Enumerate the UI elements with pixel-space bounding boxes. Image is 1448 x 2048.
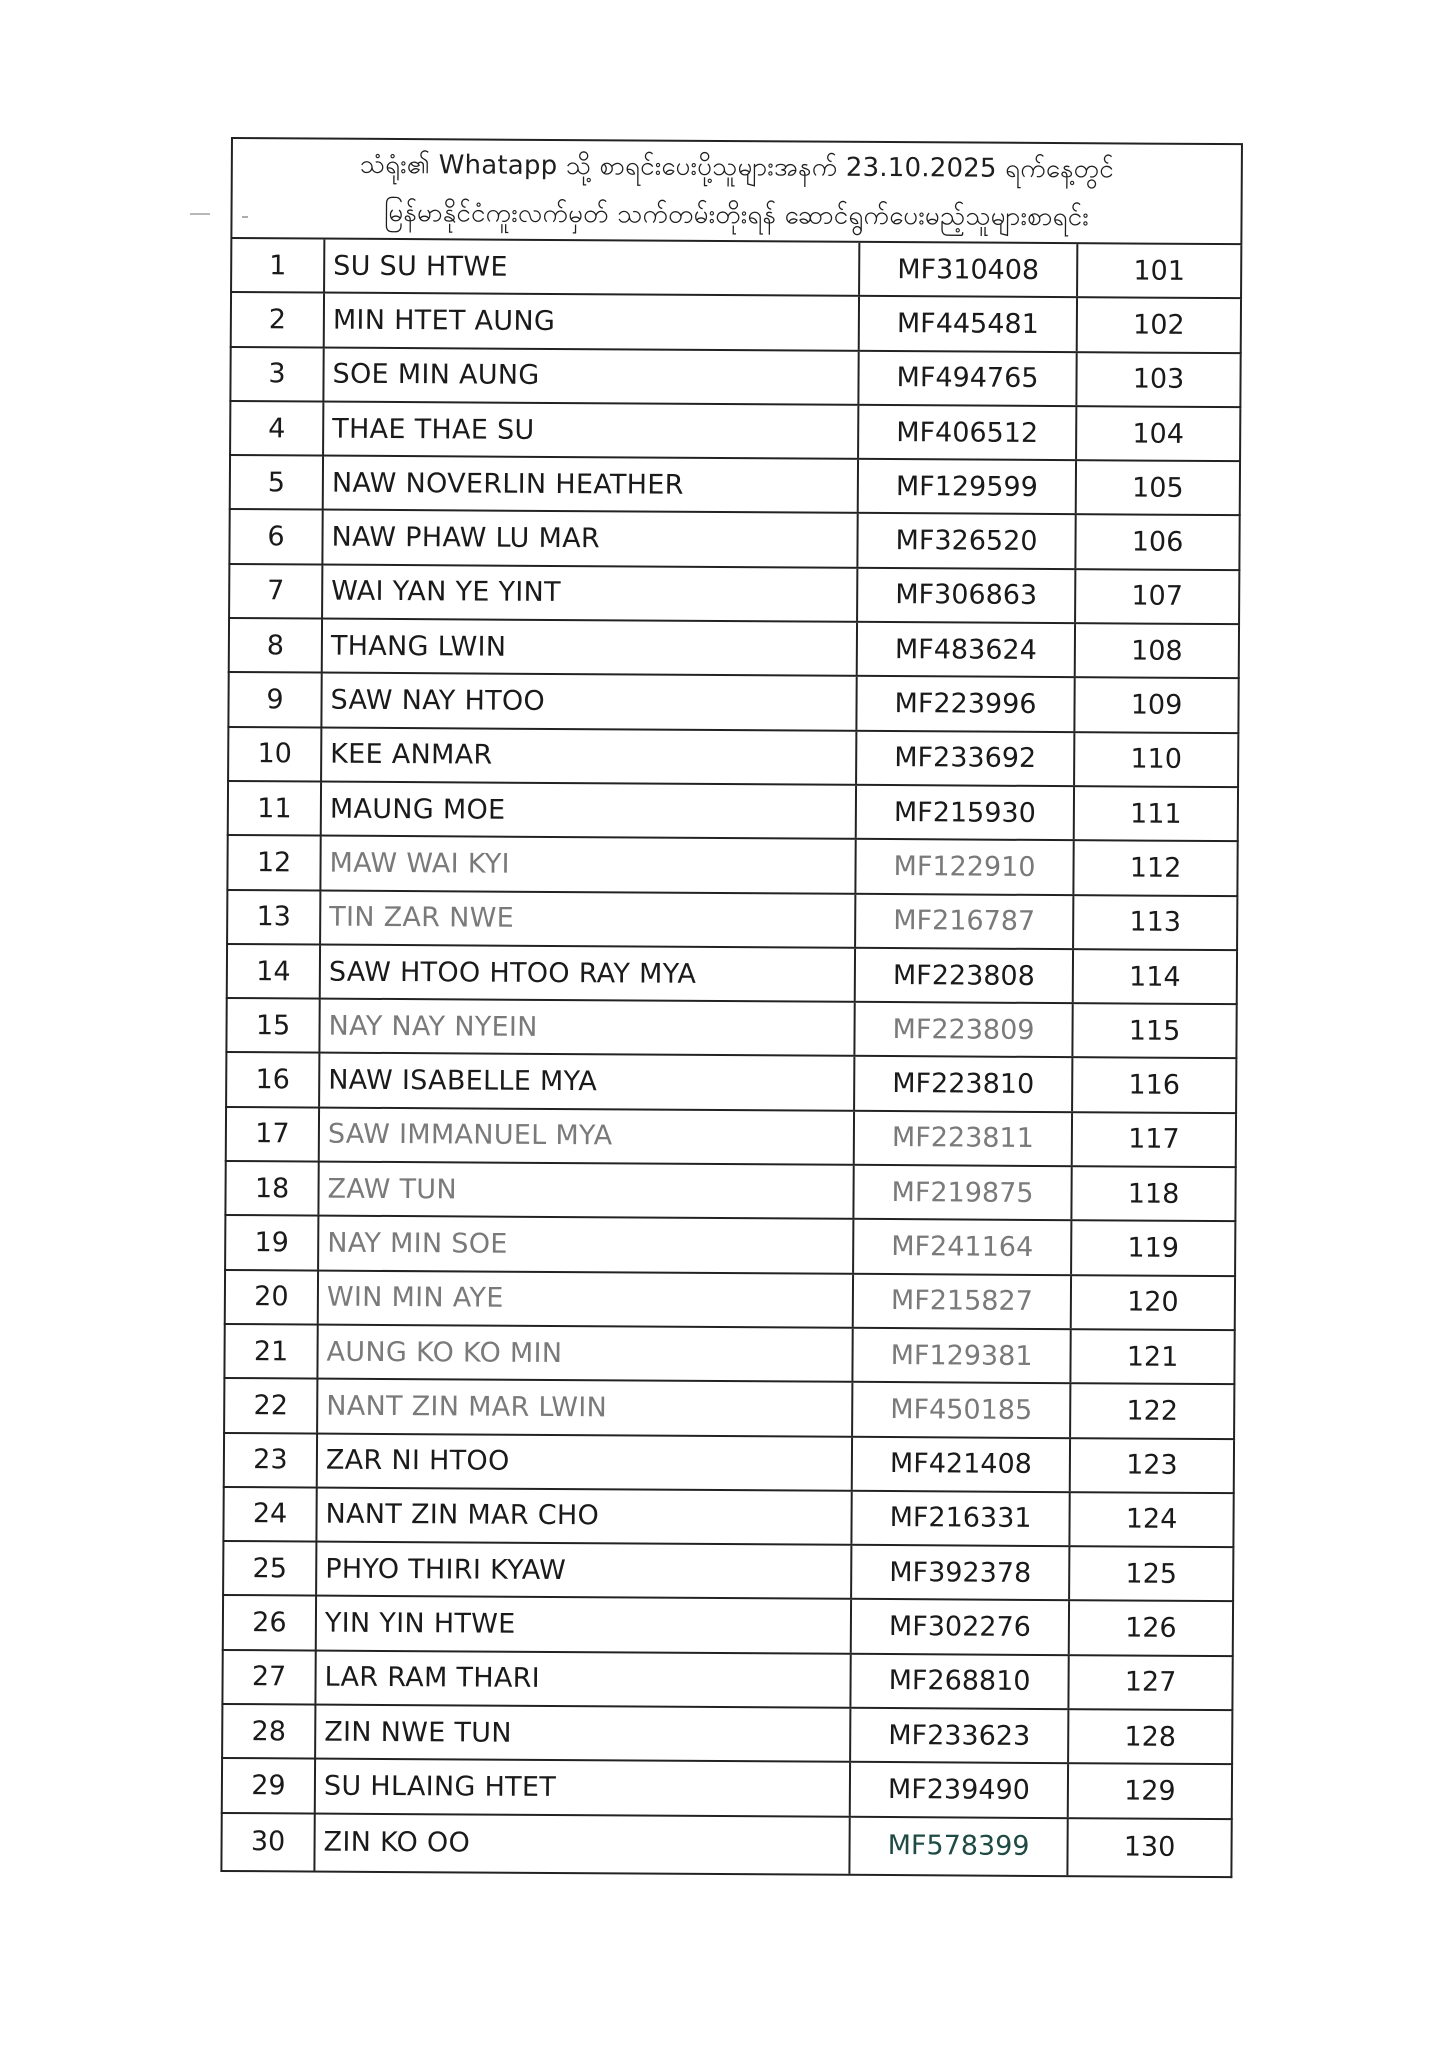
queue-number: 105 bbox=[1131, 472, 1184, 504]
row-number: 28 bbox=[223, 1705, 316, 1758]
row-number: 6 bbox=[230, 510, 323, 563]
passport-number: MF445481 bbox=[860, 297, 1078, 351]
row-number: 14 bbox=[228, 945, 321, 998]
table-row bbox=[229, 402, 1241, 462]
queue-number: 116 bbox=[1128, 1069, 1181, 1101]
passport-number: MF223809 bbox=[855, 1003, 1073, 1057]
table-row bbox=[225, 1108, 1237, 1168]
person-name: KEE ANMAR bbox=[322, 728, 857, 784]
row-number: 29 bbox=[223, 1759, 316, 1812]
person-name: SU SU HTWE bbox=[325, 240, 860, 296]
person-name: WIN MIN AYE bbox=[319, 1271, 854, 1327]
queue-number: 122 bbox=[1126, 1395, 1179, 1427]
row-number: 19 bbox=[226, 1216, 319, 1269]
person-name: ZIN KO OO bbox=[315, 1814, 850, 1873]
passport-number: MF310408 bbox=[860, 243, 1078, 297]
row-number: 23 bbox=[225, 1434, 318, 1487]
passport-number: MF241164 bbox=[854, 1220, 1072, 1274]
person-name: AUNG KO KO MIN bbox=[318, 1325, 853, 1381]
row-number: 4 bbox=[231, 402, 324, 455]
table-row bbox=[221, 1759, 1233, 1819]
passport-number: MF129381 bbox=[853, 1329, 1071, 1383]
table-row bbox=[229, 348, 1241, 408]
table-row bbox=[224, 1162, 1236, 1222]
queue-number: 127 bbox=[1124, 1666, 1177, 1699]
table-row bbox=[226, 891, 1238, 951]
table-row bbox=[226, 836, 1238, 896]
queue-number: 124 bbox=[1125, 1503, 1178, 1536]
row-number: 27 bbox=[223, 1651, 316, 1704]
table-row bbox=[228, 565, 1240, 625]
person-name: SAW NAY HTOO bbox=[322, 674, 857, 730]
table-row bbox=[228, 510, 1240, 570]
person-name: ZAR NI HTOO bbox=[318, 1434, 853, 1490]
queue-number: 128 bbox=[1124, 1721, 1177, 1753]
header-title-line-1: သံရုံး၏ Whatapp သို့ စာရင်းပေးပို့သူများအနက် 23.10.2025 ရက်နေ့တွင် bbox=[359, 149, 1114, 185]
row-number: 21 bbox=[225, 1325, 318, 1378]
table-row bbox=[228, 619, 1240, 679]
row-number: 1 bbox=[232, 239, 325, 292]
person-name: SAW IMMANUEL MYA bbox=[320, 1108, 855, 1164]
person-name: THAE THAE SU bbox=[324, 402, 859, 458]
queue-number: 101 bbox=[1133, 255, 1186, 287]
queue-number: 123 bbox=[1126, 1449, 1178, 1481]
row-number: 25 bbox=[224, 1542, 317, 1595]
person-name: SU HLAING HTET bbox=[316, 1760, 851, 1816]
row-number: 15 bbox=[227, 999, 320, 1052]
table-row bbox=[229, 456, 1241, 516]
queue-number: 109 bbox=[1130, 689, 1183, 721]
queue-number: 108 bbox=[1131, 635, 1183, 667]
queue-number: 110 bbox=[1130, 743, 1183, 776]
passport-number: MF483624 bbox=[858, 623, 1076, 677]
row-number: 30 bbox=[222, 1814, 315, 1871]
row-number: 3 bbox=[231, 348, 324, 401]
row-number: 20 bbox=[226, 1271, 319, 1324]
person-name: YIN YIN HTWE bbox=[317, 1597, 852, 1653]
passport-number: MF216331 bbox=[852, 1492, 1070, 1546]
queue-number: 102 bbox=[1132, 309, 1185, 341]
queue-number: 115 bbox=[1128, 1015, 1181, 1047]
table-row bbox=[226, 945, 1238, 1005]
row-number: 16 bbox=[227, 1053, 320, 1106]
passport-number: MF223808 bbox=[856, 949, 1074, 1003]
passport-renewal-table bbox=[220, 137, 1243, 1878]
person-name: NAY MIN SOE bbox=[319, 1217, 854, 1273]
queue-number: 104 bbox=[1132, 418, 1185, 450]
passport-number: MF421408 bbox=[853, 1437, 1071, 1491]
queue-number: 112 bbox=[1129, 852, 1182, 884]
table-row bbox=[230, 239, 1242, 299]
table-row bbox=[230, 293, 1242, 353]
passport-number: MF219875 bbox=[854, 1166, 1072, 1220]
passport-number: MF450185 bbox=[853, 1383, 1071, 1437]
row-number: 22 bbox=[225, 1379, 318, 1432]
person-name: SOE MIN AUNG bbox=[324, 348, 859, 404]
queue-number: 120 bbox=[1127, 1286, 1179, 1319]
row-number: 7 bbox=[230, 565, 323, 618]
queue-number: 130 bbox=[1123, 1831, 1176, 1863]
passport-number: MF216787 bbox=[856, 894, 1074, 948]
row-number: 24 bbox=[224, 1488, 317, 1541]
passport-number: MF223811 bbox=[855, 1112, 1073, 1166]
queue-number: 117 bbox=[1128, 1123, 1180, 1156]
person-name: ZAW TUN bbox=[319, 1163, 854, 1219]
table-row bbox=[227, 728, 1239, 788]
row-number: 5 bbox=[231, 456, 324, 509]
table-row bbox=[222, 1542, 1234, 1602]
queue-number: 126 bbox=[1125, 1612, 1177, 1644]
row-number: 9 bbox=[229, 673, 322, 726]
table-row bbox=[223, 1379, 1235, 1439]
row-number: 8 bbox=[230, 619, 323, 672]
queue-number: 119 bbox=[1127, 1232, 1180, 1264]
person-name: MAW WAI KYI bbox=[321, 837, 856, 893]
passport-number: MF326520 bbox=[858, 514, 1076, 568]
passport-number: MF268810 bbox=[851, 1655, 1069, 1709]
row-number: 13 bbox=[228, 891, 321, 944]
person-name: PHYO THIRI KYAW bbox=[317, 1543, 852, 1599]
passport-number: MF215930 bbox=[857, 786, 1075, 840]
passport-number: MF223996 bbox=[857, 677, 1075, 731]
queue-number: 129 bbox=[1124, 1775, 1176, 1807]
table-row bbox=[225, 999, 1237, 1059]
passport-number: MF122910 bbox=[856, 840, 1074, 894]
passport-number: MF233623 bbox=[851, 1709, 1069, 1763]
passport-number: MF215827 bbox=[854, 1274, 1072, 1328]
header-title-line-2: မြန်မာနိုင်ငံကူးလက်မှတ် သက်တမ်းတိုးရန် ဆောင်ရွက်ပေးမည့်သူများစာရင်း bbox=[383, 197, 1090, 233]
passport-number: MF494765 bbox=[859, 351, 1077, 405]
queue-number: 125 bbox=[1125, 1558, 1178, 1590]
table-row bbox=[223, 1434, 1235, 1494]
passport-number: MF406512 bbox=[859, 406, 1077, 460]
passport-number: MF129599 bbox=[859, 460, 1077, 514]
queue-number: 114 bbox=[1129, 961, 1181, 993]
passport-number: MF223810 bbox=[855, 1057, 1073, 1111]
passport-number: MF239490 bbox=[851, 1763, 1069, 1817]
table-row bbox=[222, 1596, 1234, 1656]
person-name: MIN HTET AUNG bbox=[325, 294, 860, 350]
passport-number: MF233692 bbox=[857, 732, 1075, 786]
table-row bbox=[227, 673, 1239, 733]
table-header bbox=[230, 137, 1243, 245]
table-row bbox=[223, 1325, 1235, 1385]
passport-number: MF392378 bbox=[852, 1546, 1070, 1600]
person-name: NAW NOVERLIN HEATHER bbox=[324, 457, 859, 513]
person-name: NANT ZIN MAR LWIN bbox=[318, 1380, 853, 1436]
passport-number: MF578399 bbox=[850, 1817, 1068, 1874]
row-number: 10 bbox=[229, 728, 322, 781]
row-number: 12 bbox=[228, 836, 321, 889]
queue-number: 107 bbox=[1131, 580, 1184, 613]
person-name: MAUNG MOE bbox=[322, 783, 857, 839]
person-name: NAW PHAW LU MAR bbox=[323, 511, 858, 567]
table-row bbox=[220, 1814, 1232, 1878]
row-number: 17 bbox=[227, 1108, 320, 1161]
passport-number: MF302276 bbox=[852, 1600, 1070, 1654]
row-number: 26 bbox=[224, 1596, 317, 1649]
person-name: THANG LWIN bbox=[323, 620, 858, 676]
row-number: 11 bbox=[229, 782, 322, 835]
table-row bbox=[221, 1651, 1233, 1711]
person-name: NANT ZIN MAR CHO bbox=[317, 1488, 852, 1544]
person-name: NAY NAY NYEIN bbox=[320, 1000, 855, 1056]
queue-number: 103 bbox=[1132, 363, 1185, 396]
queue-number: 121 bbox=[1126, 1341, 1179, 1373]
person-name: WAI YAN YE YINT bbox=[323, 565, 858, 621]
table-row bbox=[225, 1053, 1237, 1113]
table-row bbox=[227, 782, 1239, 842]
person-name: LAR RAM THARI bbox=[316, 1651, 851, 1707]
table-row bbox=[224, 1271, 1236, 1331]
row-number: 2 bbox=[232, 293, 325, 346]
queue-number: 111 bbox=[1130, 798, 1182, 830]
scan-artifact-mark bbox=[190, 213, 210, 215]
passport-number: MF306863 bbox=[858, 569, 1076, 623]
table-body bbox=[220, 239, 1242, 1878]
queue-number: 106 bbox=[1131, 526, 1184, 558]
person-name: TIN ZAR NWE bbox=[321, 891, 856, 947]
queue-number: 118 bbox=[1127, 1178, 1180, 1210]
person-name: SAW HTOO HTOO RAY MYA bbox=[321, 945, 856, 1001]
person-name: NAW ISABELLE MYA bbox=[320, 1054, 855, 1110]
row-number: 18 bbox=[226, 1162, 319, 1215]
table-row bbox=[222, 1488, 1234, 1548]
table-row bbox=[221, 1705, 1233, 1765]
table-row bbox=[224, 1216, 1236, 1276]
person-name: ZIN NWE TUN bbox=[316, 1706, 851, 1762]
queue-number: 113 bbox=[1129, 906, 1182, 939]
